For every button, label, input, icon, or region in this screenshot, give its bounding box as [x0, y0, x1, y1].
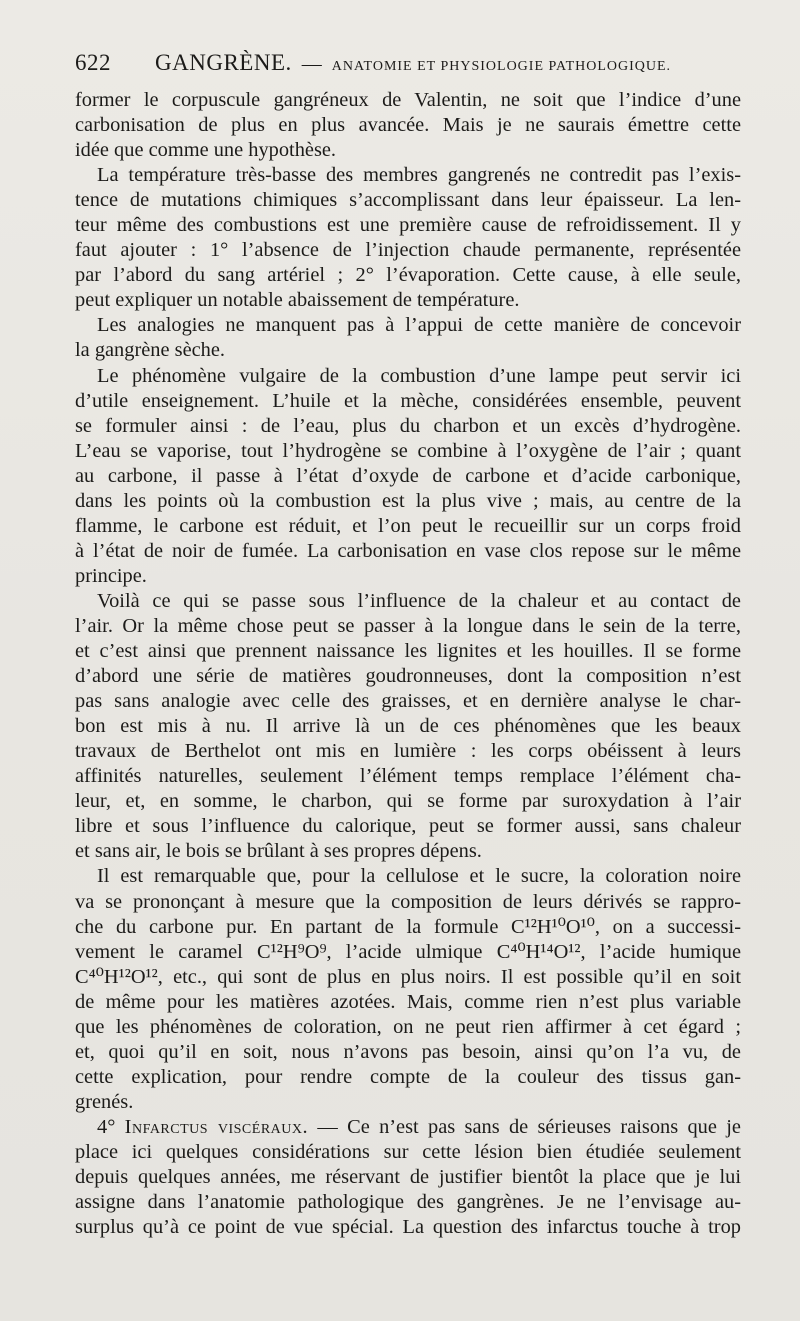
text-line: flamme, le carbone est réduit, et l’on peut le recueillir sur un corps froid — [75, 514, 741, 537]
text-line: dans les points où la combustion est la plus vive ; mais, au centre de la — [75, 489, 741, 512]
text-line: et c’est ainsi que prennent naissance les lignites et les houilles. Il se forme — [75, 640, 741, 663]
section-subtitle: ANATOMIE ET PHYSIOLOGIE PATHOLOGIQUE. — [331, 59, 672, 74]
text-line: cette explication, pour rendre compte de la couleur des tissus gan- — [75, 1065, 741, 1088]
paragraph — [75, 88, 741, 163]
paragraph — [75, 313, 741, 363]
text-line: Le phénomène vulgaire de la combustion d’une lampe peut servir ici — [97, 364, 741, 387]
text-line: pas sans analogie avec celle des graisses, et en dernière analyse le char- — [75, 690, 741, 713]
text-line: d’abord une série de matières goudronneuses, dont la composition n’est — [75, 665, 741, 688]
text-line: leur, et, en somme, le charbon, qui se forme par suroxydation à l’air — [75, 790, 741, 813]
text-line: C⁴⁰H¹²O¹², etc., qui sont de plus en plus noirs. Il est possible qu’il en soit — [75, 965, 741, 988]
text-line: travaux de Berthelot ont mis en lumière : les corps obéissent à leurs — [75, 740, 741, 763]
text-line: peut expliquer un notable abaissement de température. — [75, 289, 520, 312]
text-line: idée que comme une hypothèse. — [75, 139, 337, 162]
paragraph — [75, 364, 741, 589]
text-line: faut ajouter : 1° l’absence de l’injection chaude permanente, représentée — [75, 239, 741, 262]
running-header — [75, 50, 740, 84]
text-line: former le corpuscule gangréneux de Valentin, ne soit que l’indice d’une — [75, 89, 741, 111]
text-line: che du carbone pur. En partant de la formule C¹²H¹⁰O¹⁰, on a successi- — [75, 915, 741, 938]
text-line: de même pour les matières azotées. Mais, comme rien n’est plus variable — [75, 990, 741, 1013]
text-line: Voilà ce qui se passe sous l’influence de la chaleur et au contact de — [97, 589, 741, 612]
paragraph — [75, 1115, 741, 1240]
section-number: 4° — [97, 1115, 116, 1138]
text-line: affinités naturelles, seulement l’élément temps remplace l’élément cha- — [75, 765, 741, 788]
text-line: carbonisation de plus en plus avancée. Mais je ne saurais émettre cette — [75, 114, 741, 137]
text-line: et, quoi qu’il en soit, nous n’avons pas besoin, ainsi qu’on l’a vu, de — [75, 1040, 741, 1063]
text-line: principe. — [75, 564, 147, 587]
text-line: l’air. Or la même chose peut se passer à la longue dans le sein de la terre, — [75, 614, 741, 637]
page-number: 622 — [75, 50, 111, 75]
chapter-title: GANGRÈNE. — [155, 50, 292, 75]
text-line: va se prononçant à mesure que la composition de leurs dérivés se rappro- — [75, 890, 741, 913]
text-line: Il est remarquable que, pour la cellulose et le sucre, la coloration noire — [97, 865, 741, 888]
text-line: se formuler ainsi : de l’eau, plus du charbon et un excès d’hydrogène. — [75, 414, 741, 437]
text-line: la gangrène sèche. — [75, 339, 226, 362]
section-dash: — — [317, 1115, 338, 1138]
text-line: bon est mis à nu. Il arrive là un de ces phénomènes que les beaux — [75, 715, 741, 738]
text-line: d’utile enseignement. L’huile et la mèche, considérées ensemble, peuvent — [75, 389, 741, 412]
text-line: grenés. — [75, 1090, 134, 1113]
section-heading-text: Ce n’est pas sans de sérieuses raisons que je — [347, 1115, 741, 1138]
text-line: depuis quelques années, me réservant de justifier bientôt la place que je lui — [75, 1166, 741, 1189]
text-line: libre et sous l’influence du calorique, peut se former aussi, sans chaleur — [75, 815, 741, 838]
paragraph — [75, 163, 741, 313]
paragraph — [75, 864, 741, 1114]
text-line: Les analogies ne manquent pas à l’appui de cette manière de concevoir — [97, 314, 741, 337]
paragraph — [75, 589, 741, 865]
section-title: Infarctus viscéraux. — [124, 1115, 309, 1138]
text-line: tence de mutations chimiques s’accomplissant dans leur épaisseur. La len- — [75, 189, 741, 212]
text-line: teur même des combustions est une première cause de refroidissement. Il y — [75, 214, 741, 237]
header-separator: — — [301, 53, 322, 75]
text-line: que les phénomènes de coloration, on ne peut rien affirmer à cet égard ; — [75, 1015, 741, 1038]
text-line: La température très-basse des membres gangrenés ne contredit pas l’exis- — [97, 164, 741, 187]
section-heading-line — [75, 1115, 741, 1140]
text-line: et sans air, le bois se brûlant à ses propres dépens. — [75, 840, 482, 863]
text-line: vement le caramel C¹²H⁹O⁹, l’acide ulmique C⁴⁰H¹⁴O¹², l’acide humique — [75, 940, 741, 963]
text-line: au carbone, il passe à l’état d’oxyde de carbone et d’acide carbonique, — [75, 464, 741, 487]
text-line: L’eau se vaporise, tout l’hydrogène se combine à l’oxygène de l’air ; quant — [75, 439, 741, 462]
text-line: par l’abord du sang artériel ; 2° l’évaporation. Cette cause, à elle seule, — [75, 264, 741, 287]
text-line: place ici quelques considérations sur cette lésion bien étudiée seulement — [75, 1140, 741, 1163]
text-line: assigne dans l’anatomie pathologique des gangrènes. Je ne l’envisage au- — [75, 1191, 741, 1214]
text-line: à l’état de noir de fumée. La carbonisation en vase clos repose sur le même — [75, 539, 741, 562]
text-line: surplus qu’à ce point de vue spécial. La question des infarctus touche à trop — [75, 1216, 741, 1239]
body-text — [75, 88, 741, 1240]
